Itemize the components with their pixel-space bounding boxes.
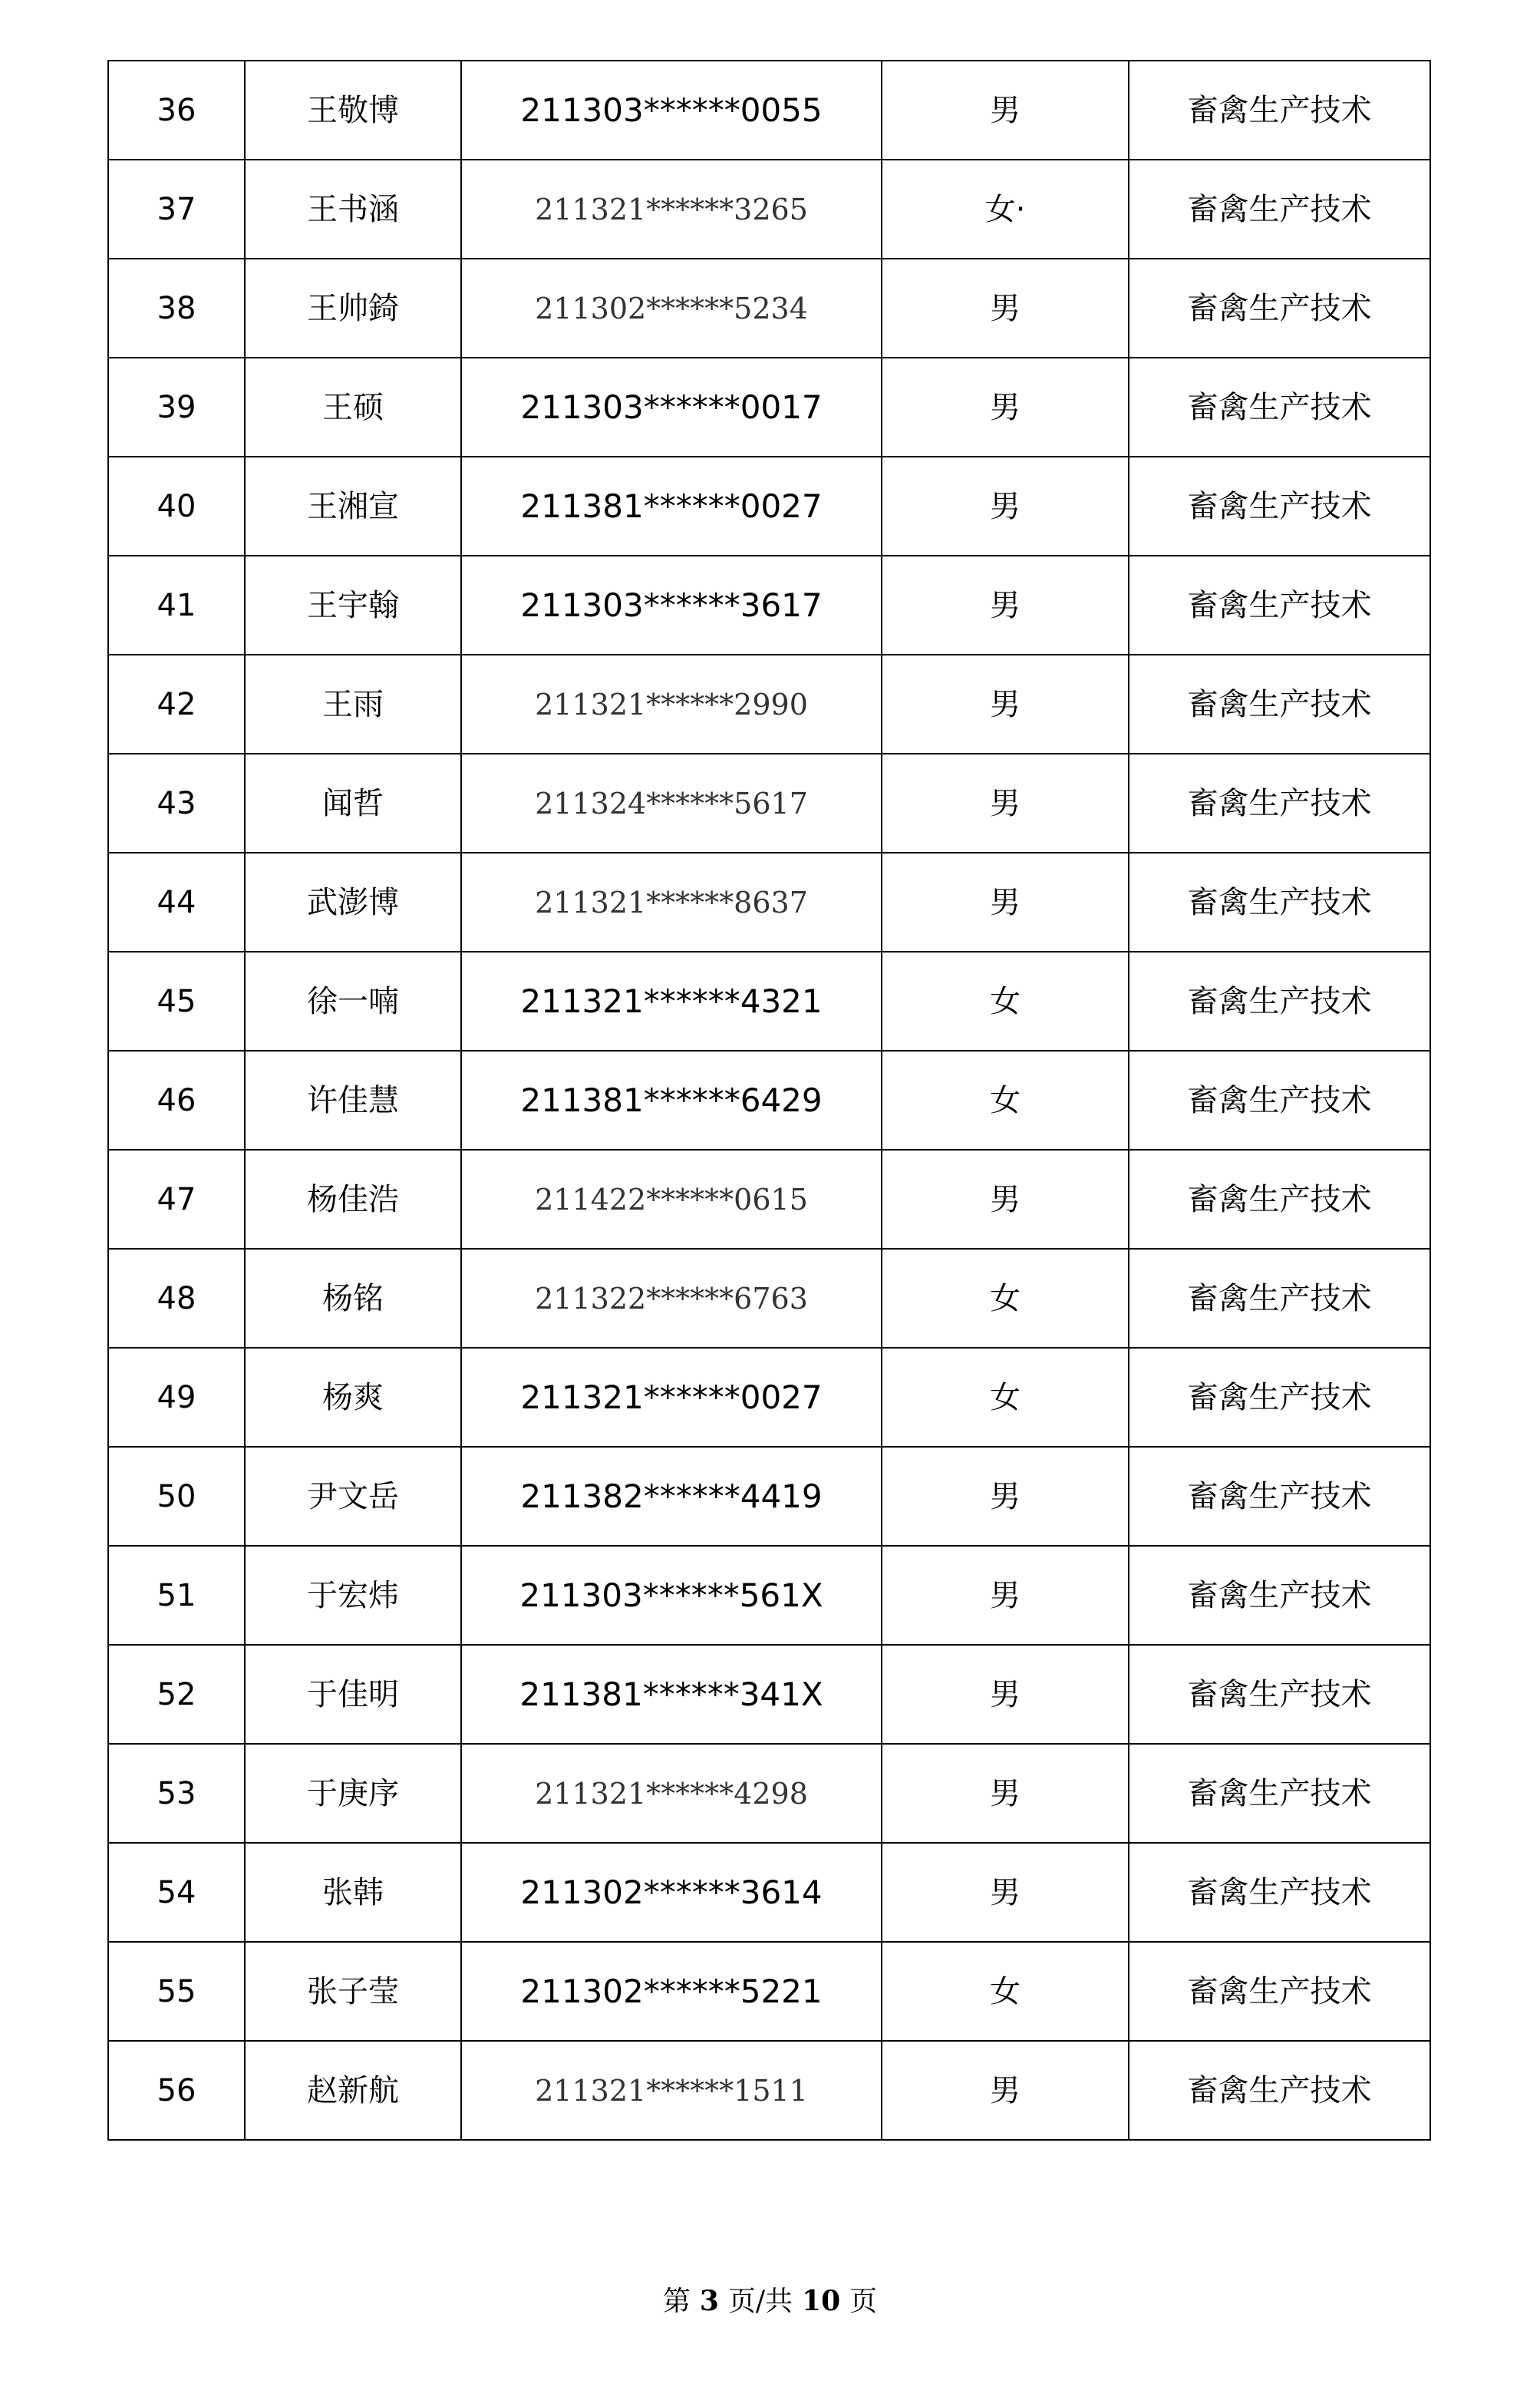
cell-major: 畜禽生产技术 xyxy=(1129,160,1430,259)
cell-name: 于庚序 xyxy=(245,1744,461,1843)
cell-name: 武澎博 xyxy=(245,853,461,952)
cell-number: 43 xyxy=(108,754,245,853)
cell-gender: 女 xyxy=(882,1051,1129,1150)
footer-middle: 页/共 xyxy=(727,2286,793,2317)
cell-gender: 男 xyxy=(882,1447,1129,1546)
cell-number: 48 xyxy=(108,1249,245,1348)
cell-id-number: 211302******5221 xyxy=(461,1942,882,2041)
cell-name: 杨佳浩 xyxy=(245,1150,461,1249)
cell-major: 畜禽生产技术 xyxy=(1129,358,1430,457)
table-row xyxy=(108,457,1430,556)
table-row xyxy=(108,61,1430,160)
cell-major: 畜禽生产技术 xyxy=(1129,1942,1430,2041)
table-row xyxy=(108,1645,1430,1744)
cell-id-number: 211321******8637 xyxy=(461,853,882,952)
cell-gender: 女· xyxy=(882,160,1129,259)
cell-name: 王湘宣 xyxy=(245,457,461,556)
cell-number: 54 xyxy=(108,1843,245,1942)
cell-name: 王帅錡 xyxy=(245,259,461,358)
cell-id-number: 211382******4419 xyxy=(461,1447,882,1546)
footer-total-pages: 10 xyxy=(802,2285,841,2317)
footer-current-page: 3 xyxy=(699,2285,719,2317)
cell-gender: 男 xyxy=(882,1843,1129,1942)
cell-number: 51 xyxy=(108,1546,245,1645)
cell-gender: 男 xyxy=(882,61,1129,160)
cell-major: 畜禽生产技术 xyxy=(1129,2041,1430,2140)
cell-id-number: 211321******4298 xyxy=(461,1744,882,1843)
cell-id-number: 211303******0017 xyxy=(461,358,882,457)
cell-number: 56 xyxy=(108,2041,245,2140)
cell-number: 44 xyxy=(108,853,245,952)
cell-gender: 男 xyxy=(882,1744,1129,1843)
table-row xyxy=(108,2041,1430,2140)
cell-id-number: 211322******6763 xyxy=(461,1249,882,1348)
cell-number: 49 xyxy=(108,1348,245,1447)
cell-id-number: 211381******0027 xyxy=(461,457,882,556)
cell-name: 王宇翰 xyxy=(245,556,461,655)
cell-major: 畜禽生产技术 xyxy=(1129,1843,1430,1942)
cell-id-number: 211303******3617 xyxy=(461,556,882,655)
cell-gender: 女 xyxy=(882,1348,1129,1447)
cell-gender: 女 xyxy=(882,1942,1129,2041)
cell-number: 45 xyxy=(108,952,245,1051)
cell-name: 尹文岳 xyxy=(245,1447,461,1546)
cell-number: 50 xyxy=(108,1447,245,1546)
cell-id-number: 211381******341X xyxy=(461,1645,882,1744)
cell-name: 王硕 xyxy=(245,358,461,457)
table-row xyxy=(108,1942,1430,2041)
cell-major: 畜禽生产技术 xyxy=(1129,61,1430,160)
table-row xyxy=(108,259,1430,358)
page-footer xyxy=(0,2280,1540,2319)
cell-number: 55 xyxy=(108,1942,245,2041)
cell-gender: 男 xyxy=(882,1645,1129,1744)
cell-major: 畜禽生产技术 xyxy=(1129,1645,1430,1744)
cell-number: 41 xyxy=(108,556,245,655)
cell-gender: 男 xyxy=(882,2041,1129,2140)
cell-gender: 男 xyxy=(882,1546,1129,1645)
cell-id-number: 211381******6429 xyxy=(461,1051,882,1150)
cell-name: 张子莹 xyxy=(245,1942,461,2041)
cell-name: 王雨 xyxy=(245,655,461,754)
cell-number: 53 xyxy=(108,1744,245,1843)
table-row xyxy=(108,655,1430,754)
cell-major: 畜禽生产技术 xyxy=(1129,556,1430,655)
table-row xyxy=(108,1348,1430,1447)
footer-suffix: 页 xyxy=(849,2286,878,2317)
cell-number: 52 xyxy=(108,1645,245,1744)
cell-major: 畜禽生产技术 xyxy=(1129,1744,1430,1843)
table-row xyxy=(108,754,1430,853)
table-row xyxy=(108,1843,1430,1942)
cell-name: 张韩 xyxy=(245,1843,461,1942)
cell-gender: 男 xyxy=(882,556,1129,655)
table-row xyxy=(108,1249,1430,1348)
cell-major: 畜禽生产技术 xyxy=(1129,259,1430,358)
table-row xyxy=(108,853,1430,952)
table-row xyxy=(108,1447,1430,1546)
cell-number: 37 xyxy=(108,160,245,259)
cell-major: 畜禽生产技术 xyxy=(1129,655,1430,754)
cell-id-number: 211321******3265 xyxy=(461,160,882,259)
cell-gender: 男 xyxy=(882,1150,1129,1249)
cell-number: 39 xyxy=(108,358,245,457)
cell-name: 杨爽 xyxy=(245,1348,461,1447)
cell-gender: 男 xyxy=(882,259,1129,358)
cell-name: 王书涵 xyxy=(245,160,461,259)
table-row xyxy=(108,1546,1430,1645)
cell-id-number: 211321******2990 xyxy=(461,655,882,754)
cell-name: 徐一喃 xyxy=(245,952,461,1051)
table-row xyxy=(108,556,1430,655)
cell-name: 杨铭 xyxy=(245,1249,461,1348)
cell-number: 40 xyxy=(108,457,245,556)
cell-name: 于宏炜 xyxy=(245,1546,461,1645)
table-row xyxy=(108,1150,1430,1249)
cell-id-number: 211303******561X xyxy=(461,1546,882,1645)
cell-number: 36 xyxy=(108,61,245,160)
cell-number: 38 xyxy=(108,259,245,358)
cell-major: 畜禽生产技术 xyxy=(1129,1447,1430,1546)
cell-name: 王敬博 xyxy=(245,61,461,160)
table-row xyxy=(108,358,1430,457)
cell-number: 47 xyxy=(108,1150,245,1249)
cell-major: 畜禽生产技术 xyxy=(1129,457,1430,556)
cell-id-number: 211321******0027 xyxy=(461,1348,882,1447)
table-row xyxy=(108,160,1430,259)
cell-name: 许佳慧 xyxy=(245,1051,461,1150)
cell-gender: 男 xyxy=(882,655,1129,754)
cell-gender: 男 xyxy=(882,754,1129,853)
cell-number: 46 xyxy=(108,1051,245,1150)
table-row xyxy=(108,1051,1430,1150)
cell-name: 于佳明 xyxy=(245,1645,461,1744)
cell-major: 畜禽生产技术 xyxy=(1129,1150,1430,1249)
cell-major: 畜禽生产技术 xyxy=(1129,1051,1430,1150)
cell-id-number: 211302******5234 xyxy=(461,259,882,358)
cell-major: 畜禽生产技术 xyxy=(1129,1249,1430,1348)
cell-name: 赵新航 xyxy=(245,2041,461,2140)
cell-id-number: 211303******0055 xyxy=(461,61,882,160)
cell-id-number: 211422******0615 xyxy=(461,1150,882,1249)
cell-major: 畜禽生产技术 xyxy=(1129,1348,1430,1447)
cell-id-number: 211321******1511 xyxy=(461,2041,882,2140)
cell-major: 畜禽生产技术 xyxy=(1129,1546,1430,1645)
cell-id-number: 211302******3614 xyxy=(461,1843,882,1942)
cell-id-number: 211321******4321 xyxy=(461,952,882,1051)
cell-id-number: 211324******5617 xyxy=(461,754,882,853)
cell-gender: 女 xyxy=(882,1249,1129,1348)
table-row xyxy=(108,1744,1430,1843)
roster-body xyxy=(108,61,1430,2140)
cell-gender: 男 xyxy=(882,853,1129,952)
cell-name: 闻哲 xyxy=(245,754,461,853)
cell-number: 42 xyxy=(108,655,245,754)
cell-major: 畜禽生产技术 xyxy=(1129,952,1430,1051)
cell-gender: 女 xyxy=(882,952,1129,1051)
cell-major: 畜禽生产技术 xyxy=(1129,853,1430,952)
table-row xyxy=(108,952,1430,1051)
student-roster-table xyxy=(107,60,1431,2141)
cell-gender: 男 xyxy=(882,358,1129,457)
cell-gender: 男 xyxy=(882,457,1129,556)
cell-major: 畜禽生产技术 xyxy=(1129,754,1430,853)
footer-prefix: 第 xyxy=(662,2286,691,2317)
